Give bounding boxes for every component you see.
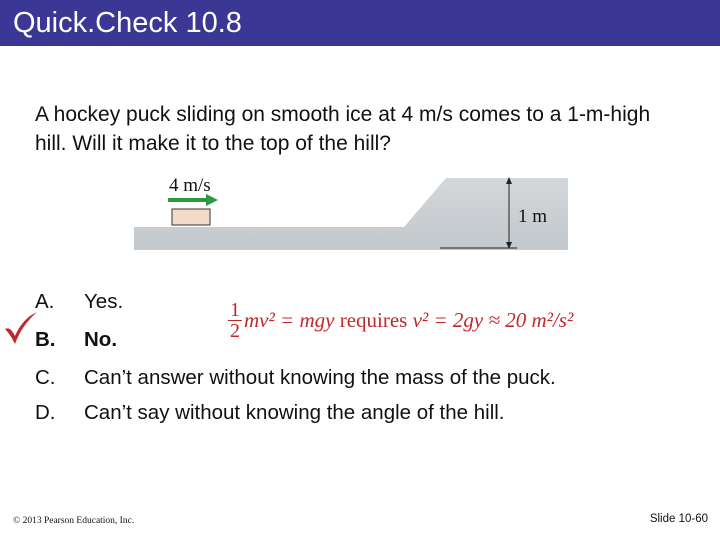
- formula-fraction: [228, 300, 242, 341]
- puck: [172, 209, 210, 225]
- slide-title: Quick.Check 10.8: [13, 7, 242, 39]
- option-d-text: Can’t say without knowing the angle of the hill.: [84, 401, 505, 424]
- option-a-text: Yes.: [84, 290, 124, 313]
- option-c-text: Can’t answer without knowing the mass of the puck.: [84, 366, 556, 389]
- formula-part-a: mv² = mgy: [244, 308, 340, 332]
- question-text: A hockey puck sliding on smooth ice at 4 m/s comes to a 1-m-high hill. Will it make it to the top of the hill?: [35, 103, 651, 155]
- option-b-letter: B.: [35, 328, 56, 351]
- height-label: 1 m: [518, 206, 548, 227]
- option-c[interactable]: [35, 365, 556, 391]
- speed-label: 4 m/s: [169, 175, 211, 196]
- option-c-letter: C.: [35, 366, 56, 389]
- formula-part-c: v² = 2gy ≈ 20 m²/s²: [407, 308, 574, 332]
- option-d[interactable]: [35, 400, 505, 426]
- energy-formula: [228, 300, 573, 350]
- option-b[interactable]: [35, 327, 117, 353]
- option-b-text: No.: [84, 328, 118, 351]
- fraction-denominator: 2: [230, 320, 240, 342]
- option-a[interactable]: [35, 289, 123, 315]
- hill-diagram: [134, 170, 574, 250]
- title-bar: [0, 0, 720, 46]
- checkmark-icon: [3, 310, 39, 346]
- copyright-text: © 2013 Pearson Education, Inc.: [13, 516, 135, 526]
- option-a-letter: A.: [35, 290, 55, 313]
- formula-equation: [244, 308, 573, 333]
- slide-number: Slide 10-60: [649, 513, 708, 525]
- option-d-letter: D.: [35, 401, 56, 424]
- fraction-numerator: 1: [230, 299, 240, 321]
- formula-requires: requires: [339, 308, 408, 332]
